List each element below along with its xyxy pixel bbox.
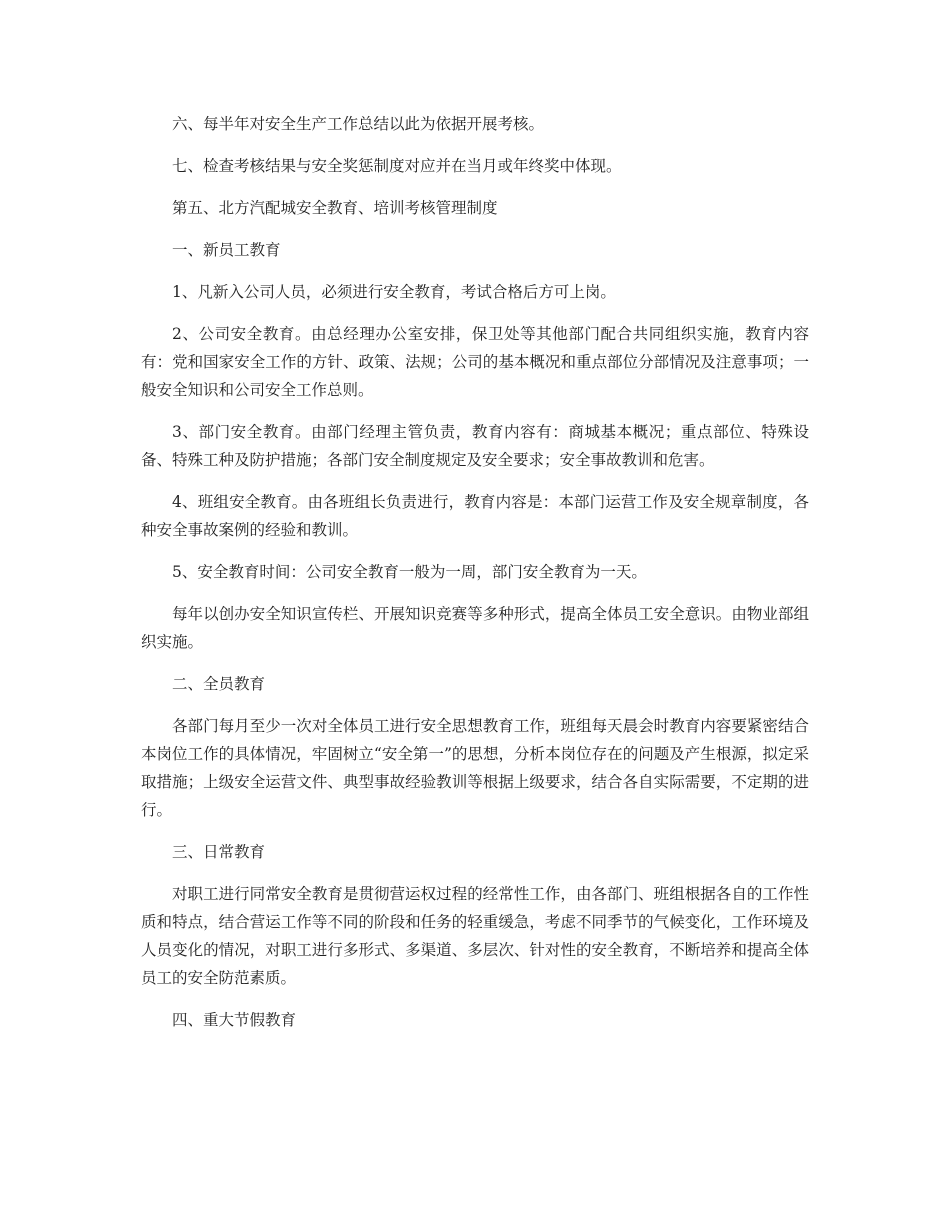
paragraph-item-6: 六、每半年对安全生产工作总结以此为依据开展考核。: [172, 115, 545, 133]
subheading-new-employee: 一、新员工教育: [172, 241, 281, 259]
paragraph-team-education: 4、班组安全教育。由各班组长负责进行，教育内容是：本部门运营工作及安全规章制度，各种安全事故案例的经验和教训。: [141, 493, 809, 539]
subheading-daily: 三、日常教育: [172, 843, 266, 861]
paragraph-item-7: 七、检查考核结果与安全奖惩制度对应并在当月或年终奖中体现。: [172, 157, 622, 175]
paragraph-new-staff-rule: 1、凡新入公司人员，必须进行安全教育，考试合格后方可上岗。: [172, 283, 616, 301]
paragraph-all-staff-education: 各部门每月至少一次对全体员工进行安全思想教育工作，班组每天晨会时教育内容要紧密结合本岗位工作的具体情况，牢固树立“安全第一”的思想，分析本岗位存在的问题及产生根源，拟定采取措施；上级安全运营文件、典型事故经验教训等根据上级要求，结合各自实际需要，不定期的进行。: [141, 717, 809, 819]
paragraph-department-education: 3、部门安全教育。由部门经理主管负责，教育内容有：商城基本概况；重点部位、特殊设备、特殊工种及防护措施；各部门安全制度规定及安全要求；安全事故教训和危害。: [141, 423, 809, 469]
paragraph-education-time: 5、安全教育时间：公司安全教育一般为一周，部门安全教育为一天。: [172, 563, 647, 581]
paragraph-daily-education: 对职工进行同常安全教育是贯彻营运权过程的经常性工作，由各部门、班组根据各自的工作性质和特点，结合营运工作等不同的阶段和任务的轻重缓急，考虑不同季节的气候变化，工作环境及人员变化的情况，对职工进行多形式、多渠道、多层次、针对性的安全教育，不断培养和提高全体员工的安全防范素质。: [141, 885, 809, 987]
subheading-holiday: 四、重大节假教育: [172, 1011, 297, 1029]
document-body: [141, 110, 809, 1048]
paragraph-company-education: 2、公司安全教育。由总经理办公室安排，保卫处等其他部门配合共同组织实施，教育内容有：党和国家安全工作的方针、政策、法规；公司的基本概况和重点部位分部情况及注意事项；一般安全知识和公司安全工作总则。: [141, 325, 809, 399]
paragraph-annual-awareness: 每年以创办安全知识宣传栏、开展知识竞赛等多种形式，提高全体员工安全意识。由物业部组织实施。: [141, 605, 809, 651]
section-heading-5: 第五、北方汽配城安全教育、培训考核管理制度: [172, 199, 498, 217]
subheading-all-staff: 二、全员教育: [172, 675, 266, 693]
